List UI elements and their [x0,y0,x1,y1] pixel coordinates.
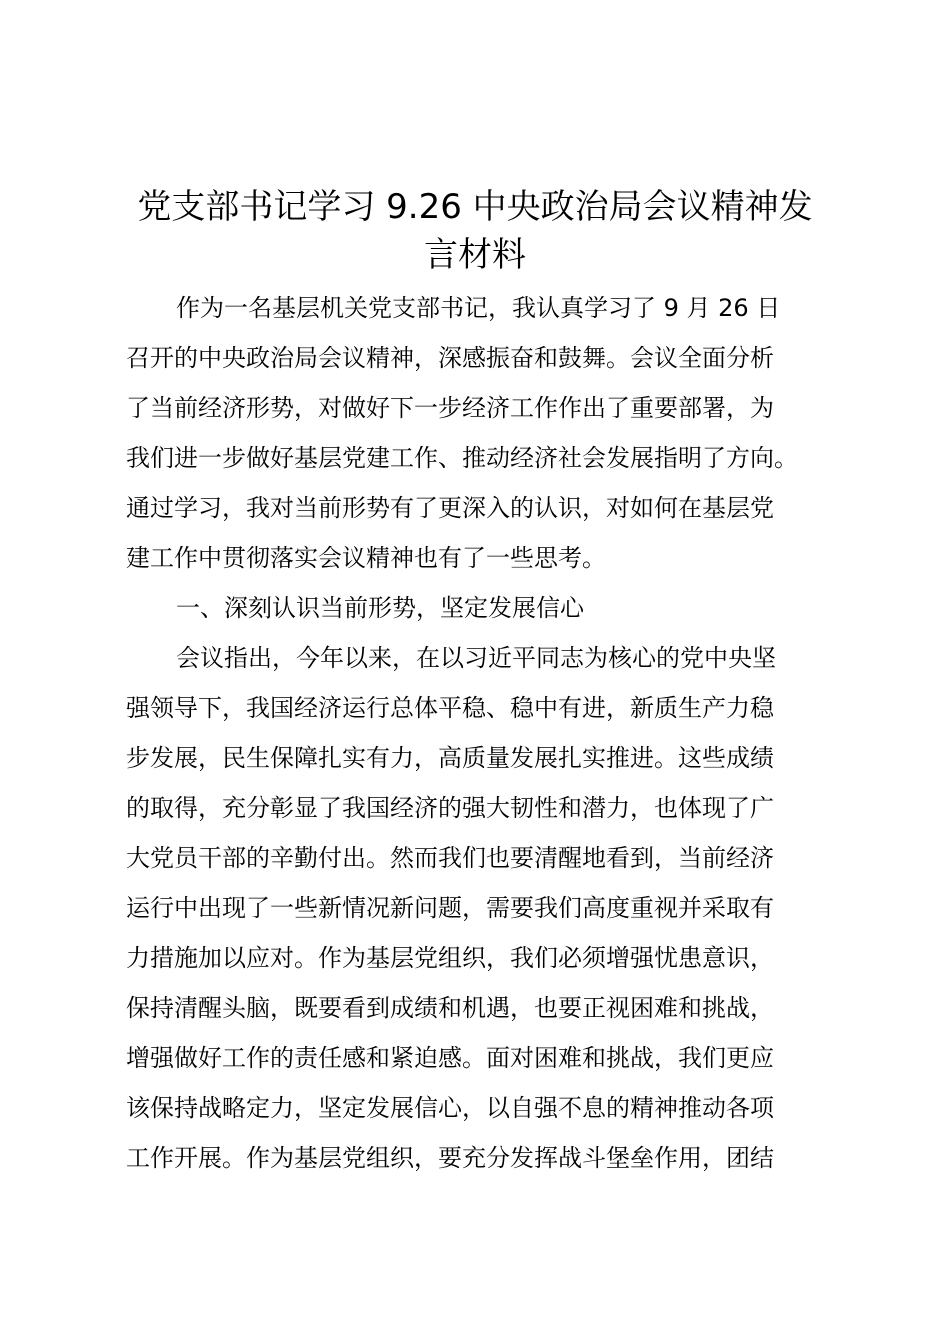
text-line: 会议指出，今年以来，在以习近平同志为核心的党中央坚 [176,644,776,672]
text-line: 保持清醒头脑，既要看到成绩和机遇，也要正视困难和挑战， [126,994,774,1022]
text-line: 通过学习，我对当前形势有了更深入的认识，对如何在基层党 [126,494,774,522]
text-line: 该保持战略定力，坚定发展信心，以自强不息的精神推动各项 [126,1094,774,1122]
text-line: 强领导下，我国经济运行总体平稳、稳中有进，新质生产力稳 [126,694,774,722]
document-body [126,283,846,1183]
text-line: 作为一名基层机关党支部书记，我认真学习了 9 月 26 日 [176,294,781,322]
text-line: 工作开展。作为基层党组织，要充分发挥战斗堡垒作用，团结 [126,1144,774,1172]
text-line: 我们进一步做好基层党建工作、推动经济社会发展指明了方向。 [126,444,798,472]
text-line: 建工作中贯彻落实会议精神也有了一些思考。 [126,544,606,572]
text-line: 增强做好工作的责任感和紧迫感。面对困难和挑战，我们更应 [126,1044,774,1072]
text-line: 了当前经济形势，对做好下一步经济工作作出了重要部署，为 [126,394,774,422]
section-heading-1 [126,583,846,633]
text-line: 力措施加以应对。作为基层党组织，我们必须增强忧患意识， [126,944,774,972]
document-title [120,183,830,279]
text-line: 的取得，充分彰显了我国经济的强大韧性和潜力，也体现了广 [126,794,774,822]
paragraph-intro [126,283,846,583]
text-line: 步发展，民生保障扎实有力，高质量发展扎实推进。这些成绩 [126,744,774,772]
title-line-2: 言材料 [424,235,526,275]
paragraph-section-1 [126,633,846,1183]
text-line: 运行中出现了一些新情况新问题，需要我们高度重视并采取有 [126,894,774,922]
section-heading-text: 一、深刻认识当前形势，坚定发展信心 [176,594,584,622]
text-line: 大党员干部的辛勤付出。然而我们也要清醒地看到，当前经济 [126,844,774,872]
title-line-1: 党支部书记学习 9.26 中央政治局会议精神发 [137,187,813,227]
text-line: 召开的中央政治局会议精神，深感振奋和鼓舞。会议全面分析 [126,344,774,372]
